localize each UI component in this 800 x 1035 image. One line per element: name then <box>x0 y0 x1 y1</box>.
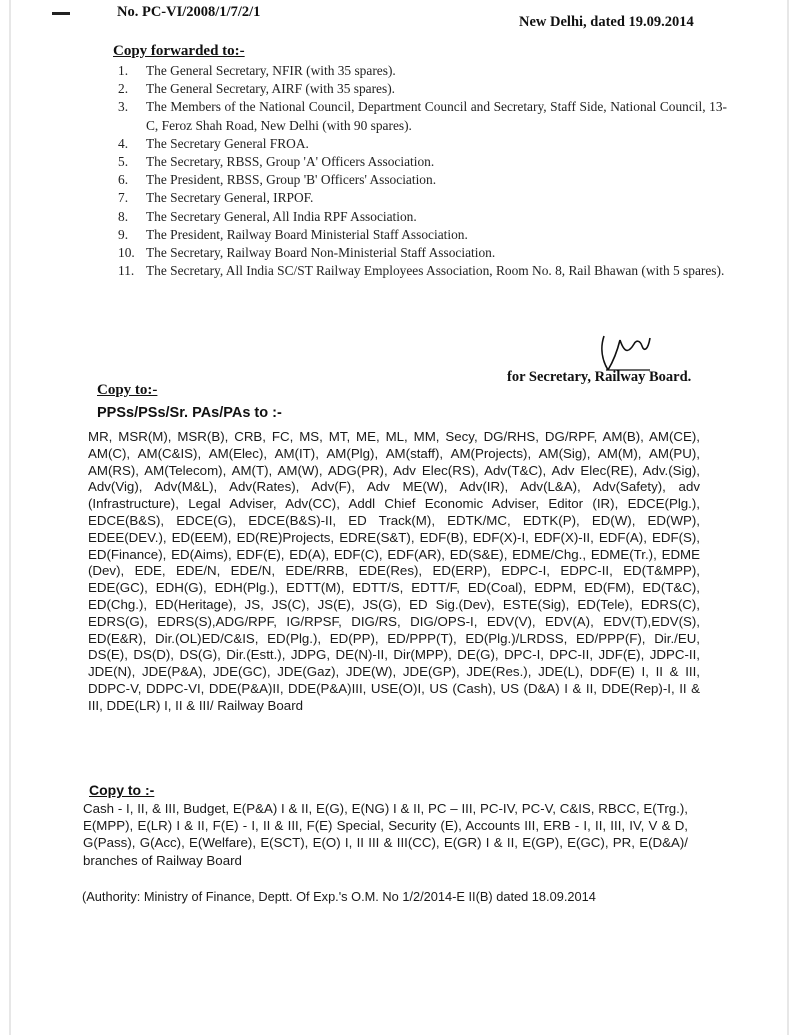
forwarded-item-text: The Secretary, All India SC/ST Railway Employees Association, Room No. 8, Rail Bhawan (with 5 spares). <box>146 263 725 279</box>
forwarded-item-number: 6. <box>118 172 129 188</box>
forwarded-item <box>112 208 727 226</box>
forwarded-item-number: 7. <box>118 190 129 206</box>
pps-heading: PPSs/PSs/Sr. PAs/PAs to :- <box>97 405 282 421</box>
forwarded-item <box>112 244 727 262</box>
copy-to-distribution: MR, MSR(M), MSR(B), CRB, FC, MS, MT, ME, ML, MM, Secy, DG/RHS, DG/RPF, AM(B), AM(CE), AM(C), AM(C&IS), AM(Elec), AM(IT), AM(Plg), AM(staff), AM(Projects), AM(Sig), AM(M), AM(PU), AM(RS), AM(Telecom), AM(T), AM(W), ADG(PR), Adv Elec(RS), Adv(T&C), Adv Elec(RE), Adv.(Sig), Adv(Vig), Adv(M&L), Adv(Rates), Adv(F), Adv ME(W), Adv(IR), Adv(L&A), Adv(Safety), adv (Infrastructure), Legal Adviser, Adv(CC), Addl Chief Economic Adviser, Editor (IR), EDCE(Plg.), EDCE(B&S), EDCE(G), EDCE(B&S)-II, ED Track(M), EDTK/MC, EDTK(P), ED(W), ED(WP), EDEE(DEV.), ED(EEM), ED(RE)Projects, EDRE(S&T), EDF(B), EDF(X)-I, EDF(X)-II, EDF(A), EDF(S), ED(Finance), ED(Aims), EDF(E), ED(A), EDF(C), EDF(AR), ED(S&E), EDME/Chg., EDME(Tr.), EDME (Dev), EDE, EDE/N, EDE/N, EDE/RRB, EDE(Res), ED(ERP), EDPC-I, EDPC-II, ED(T&MPP), EDE(GC), EDH(G), EDH(Plg.), EDTT(M), EDTT/S, EDTT/F, ED(Coal), EDPM, ED(FM), ED(T&C), ED(Chg.), ED(Heritage), JS, JS(C), JS(E), JS(G), ED Sig.(Dev), ESTE(Sig), ED(Tele), EDRS(C), EDRS(G), EDRS(S),ADG/RPF, IG/RPSF, DIG/RS, DIG/OPS-I, EDV(V), EDV(A), EDV(T),EDV(S), ED(E&R), Dir.(OL)ED/C&IS, ED(Plg.), ED(PP), ED/PPP(T), ED(Plg.)/LRDSS, ED/PPP(F), Dir./EU, DS(E), DS(D), DS(G), Dir.(Estt.), JDPG, DE(N)-II, Dir(MPP), DE(G), DPC-I, DPC-II, JDF(E), JDPC-II, JDE(N), JDE(P&A), JDE(GC), JDE(Gaz), JDE(W), JDE(GP), JDE(Res.), JDE(L), DDF(E) I, II & III, DDPC-V, DDPC-VI, DDE(P&A)II, DDE(P&A)III, USE(O)I, US (Cash), US (D&A) I & II, DDE(Rep)-I, II & III, DDE(LR) I, II & III/ Railway Board <box>88 429 700 713</box>
forwarded-item-number: 10. <box>118 245 135 261</box>
signature-line: for Secretary, Railway Board. <box>507 369 692 385</box>
forwarded-item-text: The Secretary, Railway Board Non-Ministerial Staff Association. <box>146 245 496 261</box>
copy-to-heading-2: Copy to :- <box>89 782 155 798</box>
reference-number: No. PC-VI/2008/1/7/2/1 <box>117 4 261 20</box>
forwarded-item-number: 9. <box>118 226 129 242</box>
copy-to-branches: Cash - I, II, & III, Budget, E(P&A) I & II, E(G), E(NG) I & II, PC – III, PC-IV, PC-V, C&IS, RBCC, E(Trg.), E(MPP), E(LR) I & II, F(E) - I, II & III, F(E) Special, Security (E), Accounts III, ERB - I, II, III, IV, V & D, G(Pass), G(Acc), E(Welfare), E(SCT), E(O) I, II III & III(CC), E(GR) I & II, E(GP), E(GC), PR, E(D&A)/ branches of Railway Board <box>83 801 688 868</box>
forwarded-item-number: 8. <box>118 208 129 224</box>
forwarded-item <box>112 262 727 280</box>
forwarded-item <box>112 80 727 98</box>
scan-edge-left <box>9 0 11 1035</box>
forwarded-item <box>112 171 727 189</box>
forwarded-item-text: The President, RBSS, Group 'B' Officers' Association. <box>146 172 437 188</box>
date-line: New Delhi, dated 19.09.2014 <box>519 14 694 30</box>
forwarded-item-number: 3. <box>118 99 129 115</box>
forwarded-item-text: The Secretary, RBSS, Group 'A' Officers Association. <box>146 154 435 170</box>
forwarded-item-text: The Secretary General, IRPOF. <box>146 190 314 206</box>
forwarded-item-text: The Members of the National Council, Department Council and Secretary, Staff Side, National Council, 13-C, Feroz Shah Road, New Delhi (with 90 spares). <box>146 99 727 133</box>
forwarded-item <box>112 189 727 207</box>
forwarded-item-number: 4. <box>118 135 129 151</box>
forwarded-item-text: The Secretary General, All India RPF Association. <box>146 208 417 224</box>
forwarded-heading: Copy forwarded to:- <box>113 43 245 59</box>
forwarded-item-number: 1. <box>118 63 129 78</box>
authority-note: (Authority: Ministry of Finance, Deptt. Of Exp.'s O.M. No 1/2/2014-E II(B) dated 18.09.2014 <box>82 889 596 904</box>
forwarded-item <box>112 226 727 244</box>
forwarded-item-text: The President, Railway Board Ministerial Staff Association. <box>146 226 468 242</box>
forwarded-item-number: 11. <box>118 263 135 279</box>
forwarded-item <box>112 153 727 171</box>
forwarded-item-number: 5. <box>118 154 129 170</box>
forwarded-list <box>112 62 727 280</box>
forwarded-item <box>112 135 727 153</box>
copy-to-heading: Copy to:- <box>97 382 158 398</box>
forwarded-item-text: The General Secretary, NFIR (with 35 spares). <box>146 63 396 78</box>
forwarded-item <box>112 62 727 80</box>
forwarded-item-number: 2. <box>118 81 129 97</box>
forwarded-item-text: The Secretary General FROA. <box>146 135 309 151</box>
scan-edge-right <box>787 0 789 1035</box>
scan-mark <box>52 12 70 15</box>
forwarded-item-text: The General Secretary, AIRF (with 35 spares). <box>146 81 396 97</box>
forwarded-item <box>112 98 727 134</box>
